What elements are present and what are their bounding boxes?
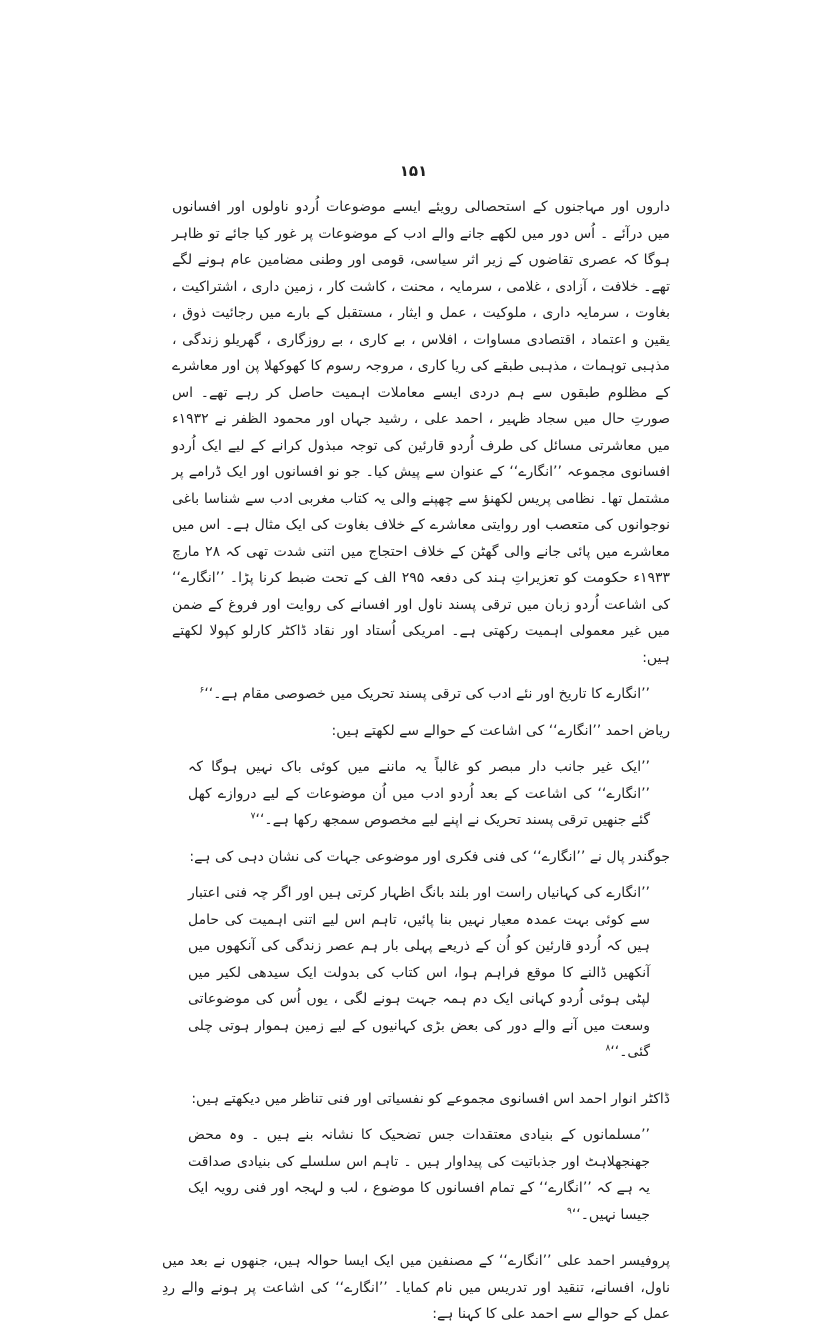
paragraph-text: ڈاکٹر انوار احمد اس افسانوی مجموعے کو نفسیاتی اور فنی تناظر میں دیکھتے ہیں: bbox=[191, 1090, 670, 1107]
body-paragraph bbox=[172, 718, 670, 745]
paragraph-text: ’’انگارے کی کہانیاں راست اور بلند بانگ اظہار کرتی ہیں اور اگر چہ فنی اعتبار سے کوئی بہت عمدہ معیار نہیں بنا پائیں، تاہم اس لیے اتنی اہمیت کی حامل ہیں کہ اُردو قارئین کو اُن کے ذریعے پہلی بار ہم عصر زندگی کی آنکھوں میں آنکھیں ڈالنے کا موقع فراہم ہوا، اس کتاب کی بدولت ایک سیدھی لکیر میں لپٹی ہوئی اُردو کہانی ایک دم ہمہ جہت ہونے لگی ، یوں اُس کی موضوعاتی وسعت میں آنے والے دور کی بعض بڑی کہانیوں کے لیے زمین ہموار ہوتی چلی گئی۔‘‘ bbox=[188, 885, 650, 1060]
page-body bbox=[162, 194, 671, 1328]
body-paragraph bbox=[162, 1248, 670, 1328]
paragraph-text: داروں اور مہاجنوں کے استحصالی رویئے ایسے موضوعات اُردو ناولوں اور افسانوں میں درآئے ۔ اُس دور میں لکھے جانے والے ادب کے موضوعات پر غور کیا جائے تو ظاہر ہوگا کہ عصری تقاضوں کے زیر اثر سیاسی، قومی اور وطنی مضامین عام ہونے لگے تھے۔ خلافت ، آزادی ، غلامی ، سرمایہ ، محنت ، کاشت کار ، زمین داری ، اشتراکیت ، بغاوت ، سرمایہ داری ، ملوکیت ، عمل و ایثار ، مستقبل کے بارے میں رجائیت ذوق ، یقین و اعتماد ، اقتصادی مساوات ، افلاس ، بے کاری ، بے روزگاری ، گھریلو زندگی ، مذہبی توہمات ، مذہبی طبقے کی ریا کاری ، مروجہ رسوم کا کھوکھلا پن اور معاشرے کے مظلوم طبقوں سے ہم دردی ایسے معاملات اہمیت حاصل کر رہے تھے۔ اس صورتِ حال میں سجاد ظہیر ، احمد علی ، رشید جہاں اور محمود الظفر نے ۱۹۳۲ء میں معاشرتی مسائل کی طرف اُردو قارئین کی توجہ مبذول کرانے کے لیے ایک اُردو افسانوی مجموعہ ’’انگارے‘‘ کے عنوان سے پیش کیا۔ جو نو افسانوں اور ایک ڈرامے پر مشتمل تھا۔ نظامی پریس لکھنؤ سے چھپنے والی یہ کتاب مغربی ادب سے شناسا باغی نوجوانوں کی متعصب اور روایتی معاشرے کے خلاف بغاوت کی ایک مثال ہے۔ اس میں معاشرے میں پائی جانے والی گھٹن کے خلاف احتجاج میں اتنی شدت تھی کہ ۲۸ مارچ ۱۹۳۳ء حکومت کو تعزیراتِ ہند کی دفعہ ۲۹۵ الف کے تحت ضبط کرنا پڑا۔ ’’انگارے‘‘ کی اشاعت اُردو زبان میں ترقی پسند ناول اور افسانے کی روایت اور فروغ کے ضمن میں غیر معمولی اہمیت رکھتی ہے۔ امریکی اُستاد اور نقاد ڈاکٹر کارلو کپولا لکھتے ہیں: bbox=[172, 199, 671, 666]
body-paragraph bbox=[172, 844, 670, 871]
paragraph-text: جوگندر پال نے ’’انگارے‘‘ کی فنی فکری اور موضوعی جہات کی نشان دہی کی ہے: bbox=[189, 848, 670, 865]
page-number: ۱۵۱ bbox=[399, 162, 428, 180]
paragraph-text: پروفیسر احمد علی ’’انگارے‘‘ کے مصنفین میں ایک ایسا حوالہ ہیں، جنھوں نے بعد میں ناول، افسانے، تنقید اور تدریس میں نام کمایا۔ ’’انگارے‘‘ کی اشاعت پر ہونے والے ردِ عمل کے حوالے سے احمد علی کا کہنا ہے: bbox=[162, 1253, 670, 1322]
paragraph-text: ’’انگارے کا تاریخ اور نئے ادب کی ترقی پسند تحریک میں خصوصی مقام ہے۔‘‘ bbox=[204, 686, 650, 702]
paragraph-text: ’’ایک غیر جانب دار مبصر کو غالباً یہ ماننے میں کوئی باک نہیں ہوگا کہ ’’انگارے‘‘ کی اشاعت کے بعد اُردو ادب میں اُن موضوعات کے لیے دروازے کھل گئے جنھیں ترقی پسند تحریک نے اپنے لیے مخصوص سمجھ رکھا ہے۔‘‘ bbox=[188, 759, 650, 828]
block-quote bbox=[188, 1122, 650, 1228]
block-quote bbox=[188, 754, 650, 834]
body-paragraph bbox=[172, 1086, 670, 1113]
footnote-marker: ۷ bbox=[250, 811, 256, 822]
body-paragraph bbox=[172, 194, 670, 671]
footnote-marker: ۶ bbox=[199, 685, 205, 696]
paragraph-text: ریاض احمد ’’انگارے‘‘ کی اشاعت کے حوالے سے لکھتے ہیں: bbox=[331, 722, 670, 739]
paragraph-text: ’’مسلمانوں کے بنیادی معتقدات جس تضحیک کا نشانہ بنے ہیں ۔ وہ محض جھنجھلاہٹ اور جذباتیت کی پیداوار ہیں ۔ تاہم اس سلسلے کی بنیادی صداقت یہ ہے کہ ’’انگارے‘‘ کے تمام افسانوں کا موضوع ، لب و لہجہ اور فنی رویہ ایک جیسا نہیں۔‘‘ bbox=[188, 1127, 650, 1223]
footnote-marker: ۸ bbox=[605, 1043, 611, 1054]
block-quote bbox=[188, 681, 650, 708]
footnote-marker: ۹ bbox=[566, 1205, 572, 1216]
block-quote bbox=[188, 880, 650, 1066]
